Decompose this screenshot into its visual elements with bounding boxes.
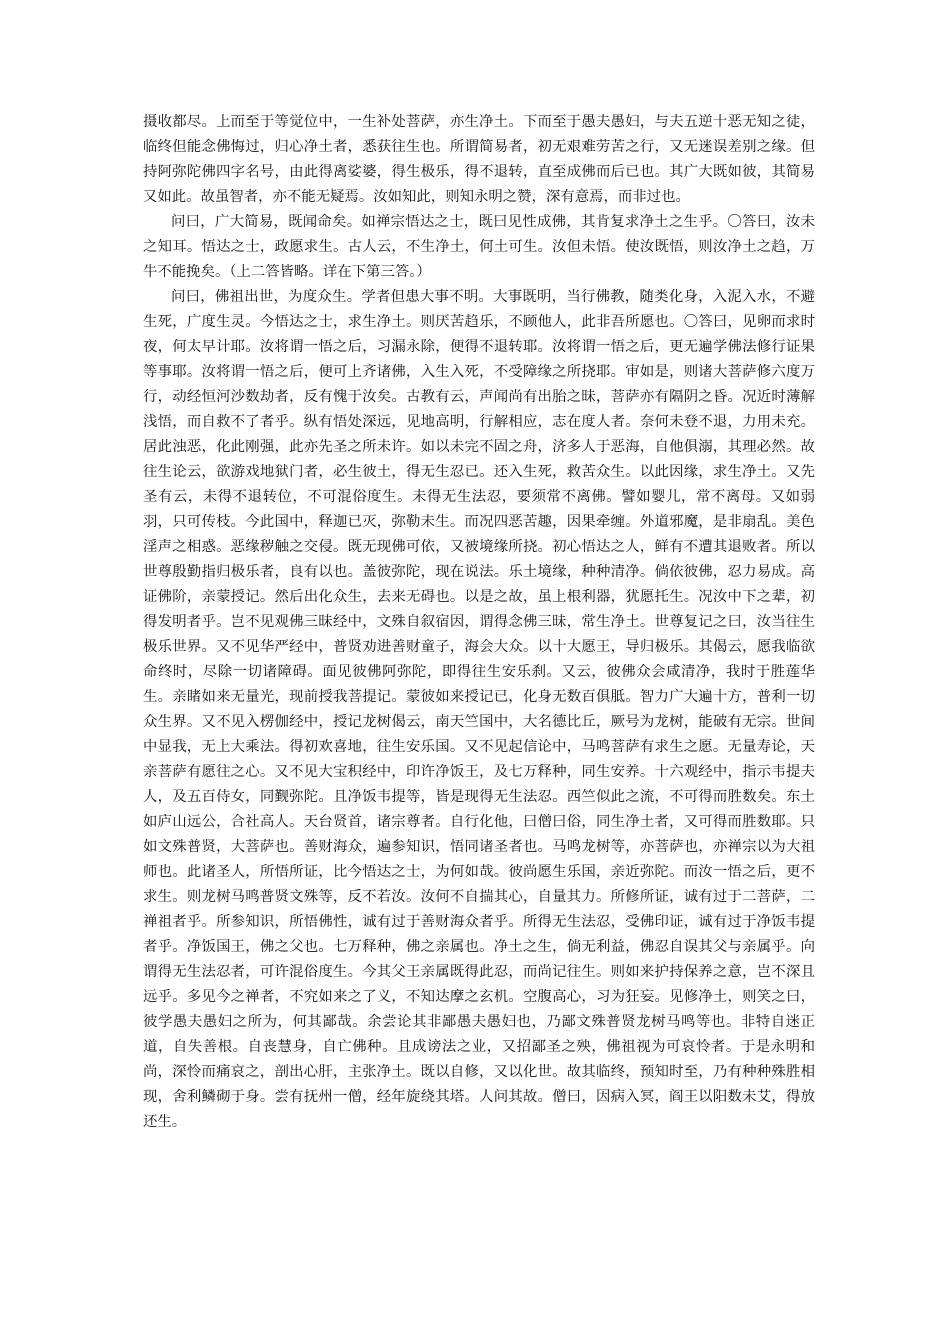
paragraph-3: 问曰，佛祖出世，为度众生。学者但患大事不明。大事既明，当行佛教，随类化身，入泥入水，不避生死，广度生灵。今悟达之士，求生净土。则厌苦趋乐，不顾他人，此非吾所愿也。〇答曰，见卵而求时夜，何太早计耶。汝将谓一悟之后，习漏永除，便得不退转耶。汝将谓一悟之后，更无遍学佛法修行证果等事耶。汝将谓一悟之后，便可上齐诸佛，入生入死，不受障缘之所挠耶。审如是，则诸大菩萨修六度万行，动经恒河沙数劫者，反有愧于汝矣。古教有云，声闻尚有出胎之昧，菩萨亦有隔阴之昏。况近时薄解浅悟，而自救不了者乎。纵有悟处深远，见地高明，行解相应，志在度人者。奈何未登不退，力用未充。居此浊恶，化此刚强，此亦先圣之所未许。如以未完不固之舟，济多人于恶海，自他俱溺，其理必然。故往生论云，欲游戏地狱门者，必生彼土，得无生忍已。还入生死，救苦众生。以此因缘，求生净土。又先圣有云，未得不退转位，不可混俗度生。未得无生法忍，要须常不离佛。譬如婴儿，常不离母。又如弱羽，只可传枝。今此国中，释迦已灭，弥勒未生。而况四恶苦趣，因果牵缠。外道邪魔，是非扇乱。美色淫声之相惑。恶缘秽触之交侵。既无现佛可依，又被境缘所挠。初心悟达之人，鲜有不遭其退败者。所以世尊殷勤指归极乐者，良有以也。盖彼弥陀，现在说法。乐土境缘，种种清净。倘依彼佛，忍力易成。高证佛阶，亲蒙授记。然后出化众生，去来无碍也。以是之故，虽上根利器，犹愿托生。况汝中下之辈，初得发明者乎。岂不见观佛三昧经中，文殊自叙宿因，谓得念佛三昧，常生净土。世尊复记之曰，汝当往生极乐世界。又不见华严经中，普贤劝进善财童子，海会大众。以十大愿王，导归极乐。其偈云，愿我临欲命终时，尽除一切诸障碍。面见彼佛阿弥陀，即得往生安乐刹。又云，彼佛众会咸清净，我时于胜莲华生。亲睹如来无量光，现前授我菩提记。蒙彼如来授记已，化身无数百俱胝。智力广大遍十方，普利一切众生界。又不见入楞伽经中，授记龙树偈云，南天竺国中，大名德比丘，厥号为龙树，能破有无宗。世间中显我，无上大乘法。得初欢喜地，往生安乐国。又不见起信论中，马鸣菩萨有求生之愿。无量寿论，天亲菩萨有愿往之心。又不见大宝积经中，印许净饭王，及七万释种，同生安养。十六观经中，指示韦提夫人，及五百侍女，同觐弥陀。且净饭韦提等，皆是现得无生法忍。西竺似此之流，不可得而胜数矣。东土如庐山远公，合社高人。天台贤首，诸宗尊者。自行化他，曰僧曰俗，同生净土者，又可得而胜数耶。只如文殊普贤，大菩萨也。善财海众，遍参知识，悟同诸圣者也。马鸣龙树等，亦菩萨也，亦禅宗以为大祖师也。此诸圣人，所悟所证，比今悟达之士，为何如哉。彼尚愿生乐国，亲近弥陀。而汝一悟之后，更不求生。则龙树马鸣普贤文殊等，反不若汝。汝何不自揣其心，自量其力。所修所证，诚有过于二菩萨，二禅祖者乎。所参知识，所悟佛性，诚有过于善财海众者乎。所得无生法忍，受佛印证，诚有过于净饭韦提者乎。净饭国王，佛之父也。七万释种，佛之亲属也。净土之生，倘无利益，佛忍自误其父与亲属乎。向谓得无生法忍者，可许混俗度生。今其父王亲属既得此忍，而尚记往生。则如来护持保养之意，岂不深且远乎。多见今之禅者，不究如来之了义，不知达摩之玄机。空腹高心，习为狂妄。见修净土，则笑之曰，彼学愚夫愚妇之所为，何其鄙哉。余尝论其非鄙愚夫愚妇也，乃鄙文殊普贤龙树马鸣等也。非特自迷正道，自失善根。自丧慧身，自亡佛种。且成谤法之业，又招鄙圣之殃，佛祖视为可哀怜者。于是永明和尚，深怜而痛哀之，剖出心肝，主张净土。既以自修，又以化世。故其临终，预知时至，乃有种种殊胜相现，舍利鳞砌于身。尝有抚州一僧，经年旋绕其塔。人问其故。僧曰，因病入冥，阎王以阳数未艾，得放还生。 [143,289,815,1130]
paragraph-2: 问曰，广大简易，既闻命矣。如禅宗悟达之士，既曰见性成佛，其肯复求净土之生乎。〇答曰，汝未之知耳。悟达之士，政愿求生。古人云，不生净土，何土可生。汝但未悟。使汝既悟，则汝净土之趋，万牛不能挽矣。（上二答皆略。详在下第三答。） [143,214,815,280]
paragraph-1: 摄收都尽。上而至于等觉位中，一生补处菩萨，亦生净土。下而至于愚夫愚妇，与夫五逆十恶无知之徒，临终但能念佛悔过，归心净土者，悉获往生也。所谓简易者，初无艰难劳苦之行，又无迷误差别之缘。但持阿弥陀佛四字名号，由此得离娑婆，得生极乐，得不退转，直至成佛而后已也。其广大既如彼，其简易又如此。故虽智者，亦不能无疑焉。汝如知此，则知永明之赞，深有意焉，而非过也。 [143,114,815,205]
body-text [143,110,815,1135]
